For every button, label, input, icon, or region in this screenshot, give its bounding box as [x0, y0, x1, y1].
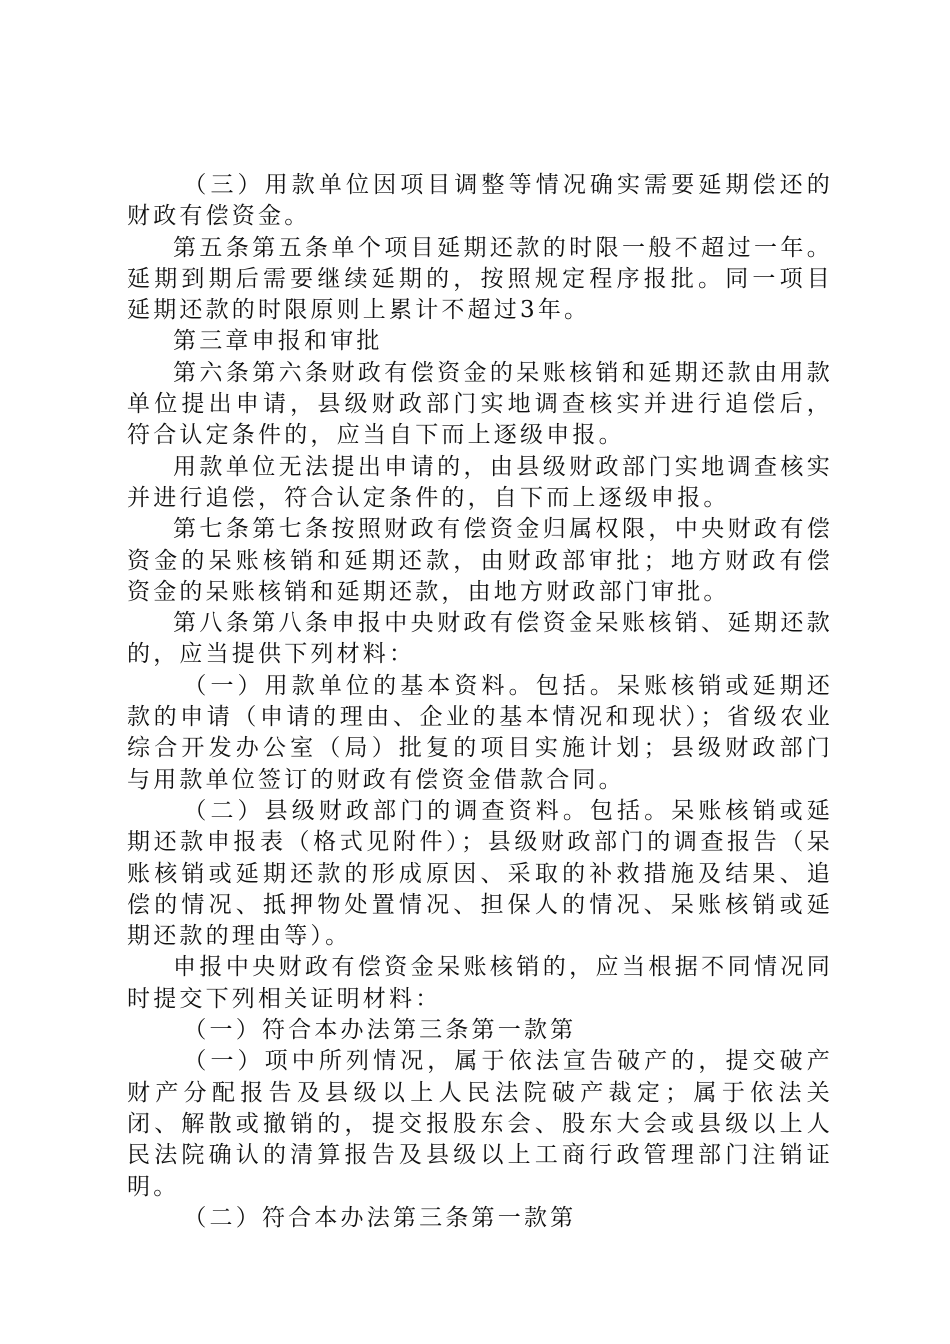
paragraph-article-5: 第五条第五条单个项目延期还款的时限一般不超过一年。延期到期后需要继续延期的，按照规定程序报批。同一项目延期还款的时限原则上累计不超过3年。 — [127, 234, 833, 324]
paragraph-article-7: 第七条第七条按照财政有偿资金归属权限，中央财政有偿资金的呆账核销和延期还款，由财政部审批；地方财政有偿资金的呆账核销和延期还款，由地方财政部门审批。 — [127, 516, 833, 605]
paragraph-proof-1-heading: （一）符合本办法第三条第一款第 — [183, 1017, 577, 1044]
document-body — [127, 170, 833, 1234]
paragraph-material-2: （二）县级财政部门的调查资料。包括。呆账核销或延期还款申报表（格式见附件）；县级财政部门的调查报告（呆账核销或延期还款的形成原因、采取的补救措施及结果、追偿的情况、抵押物处置情况、担保人的情况、呆账核销或延期还款的理由等）。 — [127, 797, 833, 950]
paragraph-proof-2-heading: （二）符合本办法第三条第一款第 — [183, 1204, 577, 1231]
paragraph-proof-1: （一）项中所列情况，属于依法宣告破产的，提交破产财产分配报告及县级以上人民法院破产裁定；属于依法关闭、解散或撤销的，提交报股东会、股东大会或县级以上人民法院确认的清算报告及县级以上工商行政管理部门注销证明。 — [127, 1048, 833, 1200]
paragraph-article-6-supplement: 用款单位无法提出申请的，由县级财政部门实地调查核实并进行追偿，符合认定条件的，自下而上逐级申报。 — [127, 453, 833, 511]
paragraph-material-1: （一）用款单位的基本资料。包括。呆账核销或延期还款的申请（申请的理由、企业的基本情况和现状）；省级农业综合开发办公室（局）批复的项目实施计划；县级财政部门与用款单位签订的财政有偿资金借款合同。 — [127, 672, 833, 793]
paragraph-article-8: 第八条第八条申报中央财政有偿资金呆账核销、延期还款的，应当提供下列材料： — [127, 610, 833, 668]
paragraph-writeoff-proof: 申报中央财政有偿资金呆账核销的，应当根据不同情况同时提交下列相关证明材料： — [127, 954, 833, 1012]
paragraph-item-3: （三）用款单位因项目调整等情况确实需要延期偿还的财政有偿资金。 — [127, 172, 833, 230]
paragraph-article-6: 第六条第六条财政有偿资金的呆账核销和延期还款由用款单位提出申请，县级财政部门实地调查核实并进行追偿后，符合认定条件的，应当自下而上逐级申报。 — [127, 359, 833, 449]
chapter-heading-3: 第三章申报和审批 — [173, 328, 383, 355]
